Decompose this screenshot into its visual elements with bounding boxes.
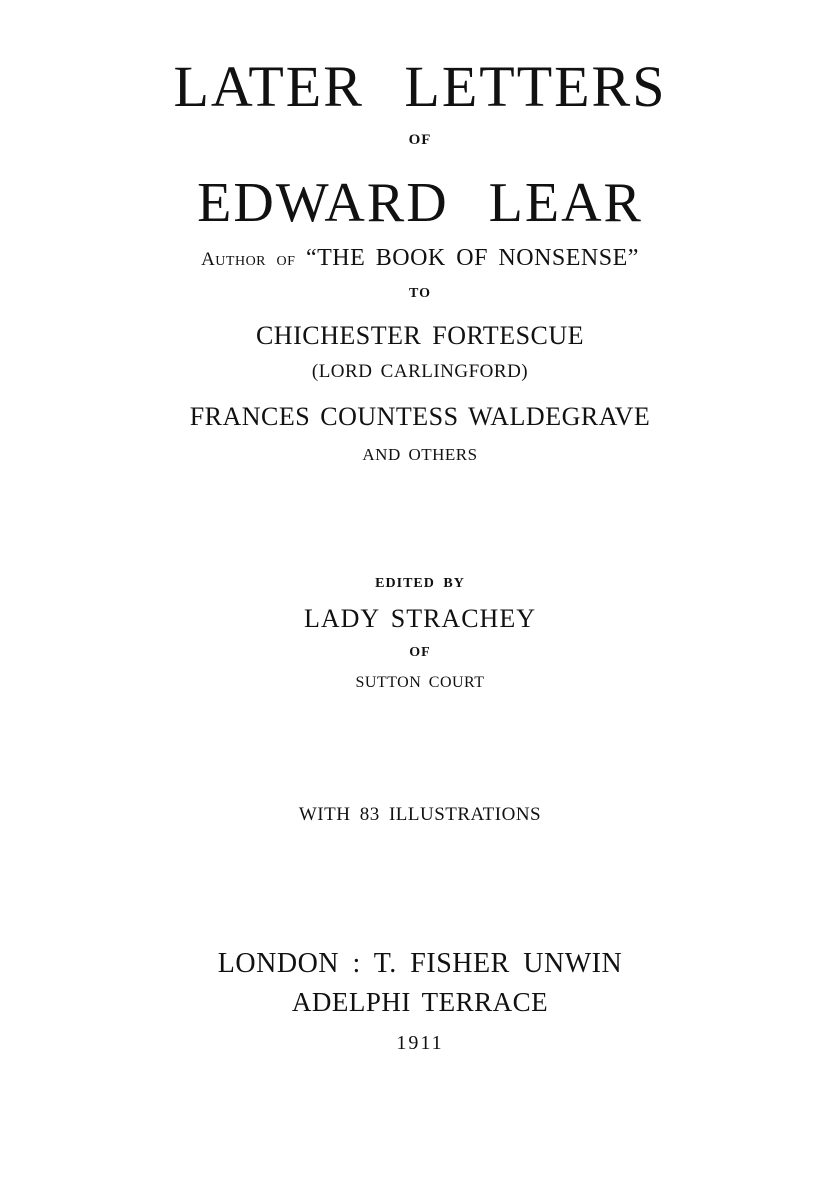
author-credit-prefix-initial: A: [201, 249, 216, 270]
author-credit: [0, 246, 840, 270]
editor-name: LADY STRACHEY: [304, 604, 536, 633]
editor-of-connector: OF: [409, 645, 431, 660]
author-credit-prefix-rest: UTHOR: [215, 254, 267, 269]
author-name: EDWARD LEAR: [197, 172, 643, 234]
author-credit-work: “THE BOOK OF NONSENSE”: [305, 245, 639, 271]
to-connector: TO: [409, 286, 431, 301]
recipient-others: AND OTHERS: [362, 445, 478, 464]
publisher-imprint: LONDON : T. FISHER UNWIN: [217, 948, 623, 979]
edited-by-label: EDITED BY: [375, 576, 465, 591]
book-title: LATER LETTERS: [173, 54, 667, 119]
illustrations-note: WITH 83 ILLUSTRATIONS: [298, 804, 542, 825]
editor-place: SUTTON COURT: [355, 674, 485, 691]
recipient-primary: CHICHESTER FORTESCUE: [255, 321, 585, 350]
recipient-secondary: FRANCES COUNTESS WALDEGRAVE: [189, 402, 651, 431]
author-credit-of: OF: [276, 254, 296, 269]
publication-year: 1911: [396, 1032, 444, 1054]
recipient-primary-title: (LORD CARLINGFORD): [311, 361, 529, 382]
publisher-address: ADELPHI TERRACE: [291, 987, 549, 1017]
title-of-connector: OF: [408, 132, 432, 148]
